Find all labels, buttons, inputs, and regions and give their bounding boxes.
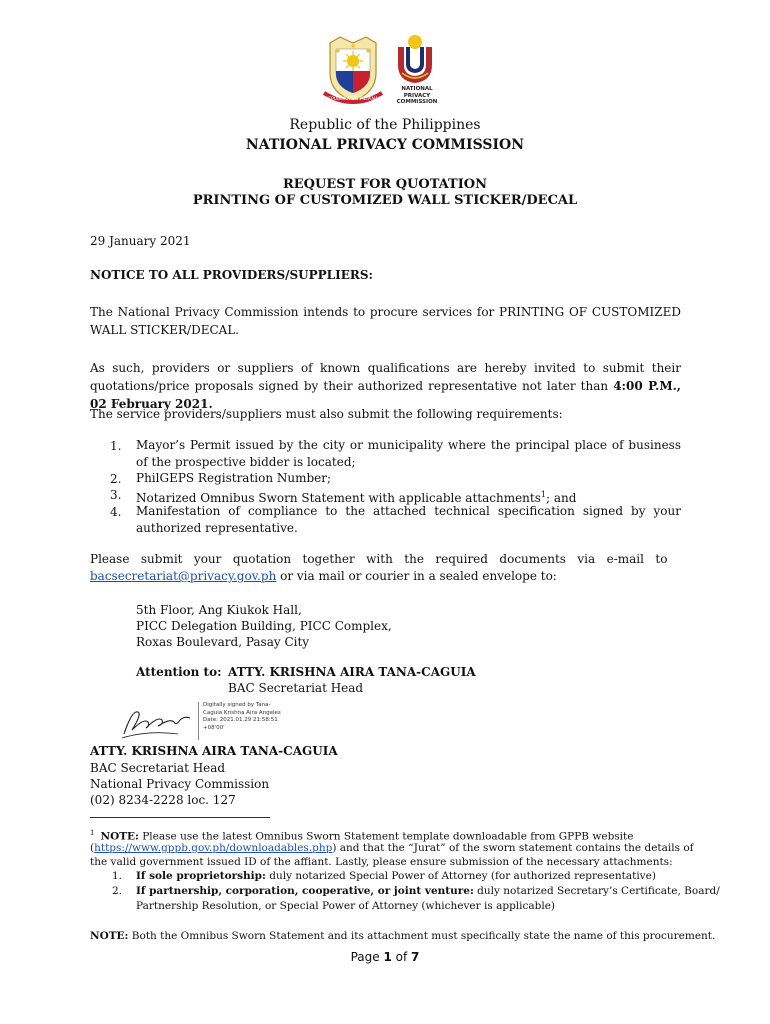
submit-line-2: bacsecretariat@privacy.gov.ph or via mail or courier in a sealed envelope to: (90, 569, 557, 583)
address-line-3: Roxas Boulevard, Pasay City (136, 635, 310, 649)
footnote-item-2-continued: Partnership Resolution, or Special Power of Attorney (whichever is applicable) (136, 900, 556, 912)
signatory-phone: (02) 8234-2228 loc. 127 (90, 793, 236, 807)
req-4-text: Manifestation of compliance to the attached technical specification signed by your authorized representative. (136, 504, 681, 535)
footnote-item-2-number: 2. (112, 885, 123, 897)
signatory-name: ATTY. KRISHNA AIRA TANA-CAGUIA (90, 744, 338, 758)
footnote-ref: 1 (540, 490, 546, 499)
req-4-number: 4. (110, 505, 122, 519)
handwritten-signature (118, 700, 196, 742)
req-1-text: Mayor’s Permit issued by the city or municipality where the principal place of business of the prospective bidder is located; (136, 438, 681, 469)
address-line-2: PICC Delegation Building, PICC Complex, (136, 619, 392, 633)
gppb-link[interactable]: https://www.gppb.gov.ph/downloadables.php (94, 842, 333, 854)
attention-name: ATTY. KRISHNA AIRA TANA-CAGUIA (228, 665, 476, 679)
invitation-text: As such, providers or suppliers of known qualifications are hereby invited to submit their quotations/price proposals signed by their authorized representative not later than (90, 361, 681, 393)
intro-paragraph: The National Privacy Commission intends to procure services for PRINTING OF CUSTOMIZED WALL STICKER/DECAL. (90, 305, 681, 337)
attention-label: Attention to: (136, 665, 222, 679)
req-2-text: PhilGEPS Registration Number; (136, 471, 332, 485)
address-line-1: 5th Floor, Ang Kiukok Hall, (136, 603, 302, 617)
npc-logo-text-3: COMMISSION (396, 99, 438, 105)
npc-logo (393, 33, 453, 115)
rfq-subtitle: PRINTING OF CUSTOMIZED WALL STICKER/DECAL (192, 193, 578, 208)
req-3-number: 3. (110, 488, 122, 502)
footnote-item-1: If sole proprietorship: duly notarized Special Power of Attorney (for authorized representative) (136, 870, 656, 882)
bac-email-link[interactable]: bacsecretariat@privacy.gov.ph (90, 569, 277, 583)
footnote-line-3: the valid government issued ID of the affiant. Lastly, please ensure submission of the necessary attachments: (90, 856, 673, 868)
footnote-line-2: (https://www.gppb.gov.ph/downloadables.php) and that the “Jurat” of the sworn statement contains the details of (90, 842, 694, 854)
footnote-line-1: $^1$ NOTE: Please use the latest Omnibus Sworn Statement template downloadable from GPPB website (90, 829, 634, 843)
attention-position: BAC Secretariat Head (228, 681, 364, 695)
rfq-title: REQUEST FOR QUOTATION (282, 177, 488, 192)
footnote-item-1-number: 1. (112, 870, 123, 882)
footnote-item-2: If partnership, corporation, cooperative, or joint venture: duly notarized Secretary’s Certificate, Board/ (136, 885, 720, 897)
digital-signature-block: Digitally signed by Tana- Caguia Krishna Aira Angeles Date: 2021.01.29 21:58:51 +08'00' (198, 702, 293, 740)
seal-ribbon-text: REPUBLIKA NG PILIPINAS (325, 97, 381, 102)
footnote-divider (90, 817, 270, 818)
npc-logo-text-2: PRIVACY (403, 92, 431, 99)
republic-title: Republic of the Philippines (289, 117, 481, 133)
page-number: Page 1 of 7 (350, 950, 420, 964)
signatory-office: National Privacy Commission (90, 777, 270, 791)
signatory-position: BAC Secretariat Head (90, 761, 226, 775)
npc-logo-text-1: NATIONAL (401, 86, 433, 92)
document-date: 29 January 2021 (90, 234, 191, 248)
philippine-seal-logo (318, 35, 388, 107)
req-3-text: Notarized Omnibus Sworn Statement with applicable attachments$^1$; and (136, 490, 577, 505)
req-2-number: 2. (110, 472, 122, 486)
agency-title: NATIONAL PRIVACY COMMISSION (245, 137, 525, 153)
invitation-paragraph (90, 359, 681, 413)
deadline: 4:00 P.M., 02 February 2021. (90, 379, 681, 411)
submit-line-1: Please submit your quotation together with the required documents via e-mail to (90, 552, 668, 566)
notice-heading: NOTICE TO ALL PROVIDERS/SUPPLIERS: (90, 268, 373, 282)
final-note: NOTE: Both the Omnibus Sworn Statement and its attachment must specifically state the name of this procurement. (90, 930, 716, 942)
req-1-number: 1. (110, 439, 122, 453)
requirements-intro: The service providers/suppliers must also submit the following requirements: (90, 407, 563, 421)
